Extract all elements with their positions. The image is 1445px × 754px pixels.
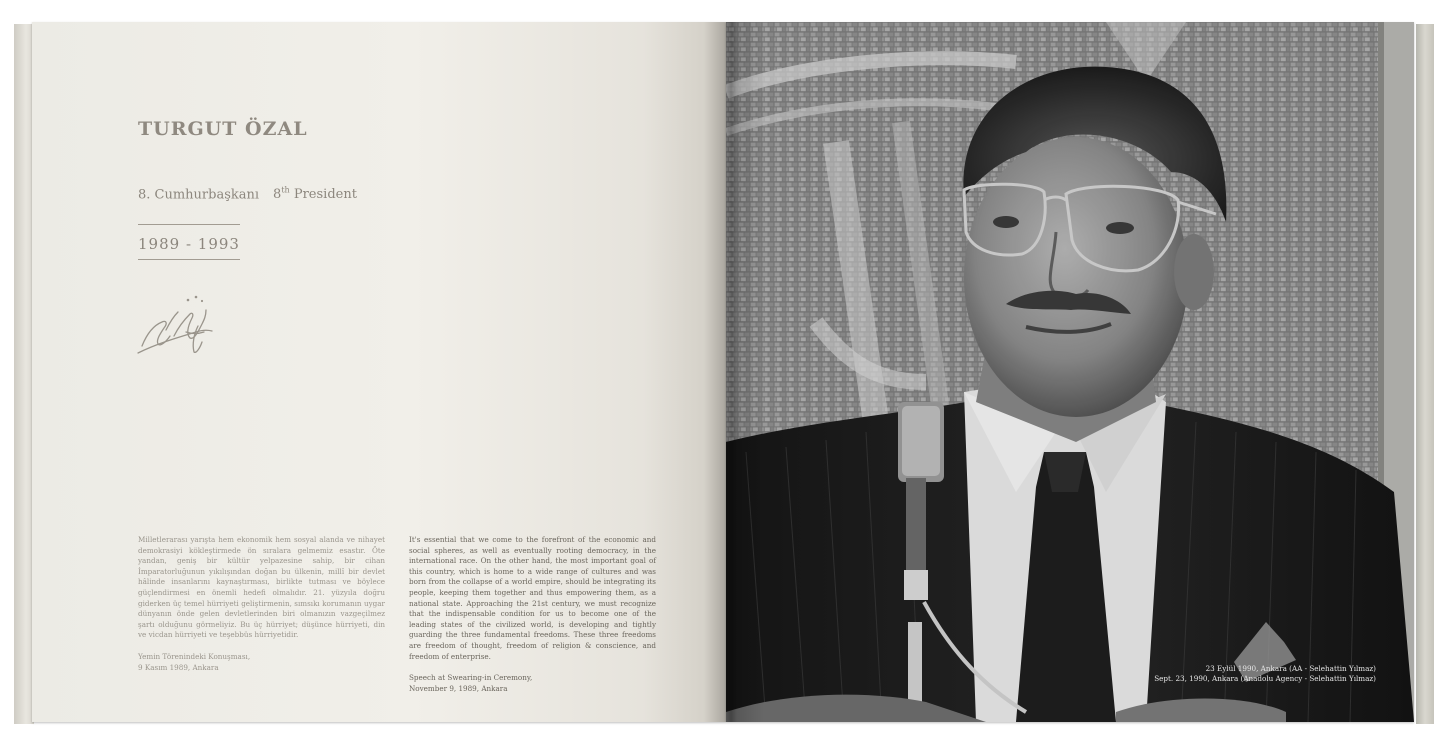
- source-turkish-line1: Yemin Törenindeki Konuşması,: [138, 651, 251, 661]
- source-turkish: [138, 652, 385, 673]
- title-ordinal-suffix: th: [281, 186, 290, 195]
- source-turkish-line2: 9 Kasım 1989, Ankara: [138, 662, 219, 672]
- photo-caption-english: Sept. 23, 1990, Ankara (Anadolu Agency - Selehattin Yılmaz): [1154, 674, 1376, 683]
- title-word: President: [293, 187, 357, 203]
- title-number: 8: [273, 187, 282, 203]
- source-english-line1: Speech at Swearing-in Ceremony,: [409, 673, 533, 683]
- quote-turkish: Milletlerarası yarışta hem ekonomik hem sosyal alanda ve nihayet demokrasiyi kökleştirmede ön sıralara gelmemiz esastır. Öte yandan, geniş bir kültür yelpazesine sahip, bir cihan İmparatorluğunun yıkılışından doğan bu ülkenin, millî bir devlet hâlinde insanlarını kaynaştırması, birlikte tutması ve böylece güçlendirmesi en önemli hedefi olmalıdır. 21. yüzyıla doğru giderken üç temel hürriyeti geliştirmenin, sımsıkı korumanın uygar dünyanın önde gelen devletlerinden biri olmanızın vazgeçilmez şartı olduğunu görmeliyiz. Bu üç hürriyet; düşünce hürriyeti, din ve vicdan hürriyeti ve teşebbüs hürriyetidir.: [138, 535, 385, 640]
- open-book: [14, 20, 1434, 725]
- title-turkish: 8. Cumhurbaşkanı: [138, 187, 260, 203]
- president-titles: [138, 186, 357, 202]
- photo-caption-turkish: 23 Eylül 1990, Ankara (AA - Selehattin Yılmaz): [1205, 664, 1376, 673]
- left-page: [32, 22, 726, 722]
- portrait-photo: [726, 22, 1414, 722]
- signature-image: [136, 292, 216, 358]
- quote-turkish-column: [138, 535, 385, 673]
- divider-top: [138, 224, 240, 225]
- right-page: [726, 22, 1414, 722]
- title-english: [273, 187, 357, 202]
- book-edge-left: [14, 24, 34, 724]
- source-english: [409, 673, 656, 694]
- book-edge-right: [1416, 24, 1434, 724]
- photo-caption: [1154, 664, 1376, 684]
- quote-english: It's essential that we come to the forefront of the economic and social spheres, as well as eventually rooting democracy, in the international race. On the other hand, the most important goal of this country, which is home to a wide range of cultures and was born from the collapse of a world empire, should be integrating its people, keeping them together and thus empowering them, as a national state. Approaching the 21st century, we must recognize that the indispensable condition for us to become one of the leading states of the civilized world, is developing and tightly guarding the three fundamental freedoms. These three freedoms are freedom of thought, freedom of religion & conscience, and freedom of enterprise.: [409, 535, 656, 661]
- quote-english-column: [409, 535, 656, 694]
- president-name: TURGUT ÖZAL: [138, 118, 308, 140]
- source-english-line2: November 9, 1989, Ankara: [409, 683, 508, 693]
- term-years: 1989 - 1993: [138, 235, 240, 253]
- divider-bottom: [138, 259, 240, 260]
